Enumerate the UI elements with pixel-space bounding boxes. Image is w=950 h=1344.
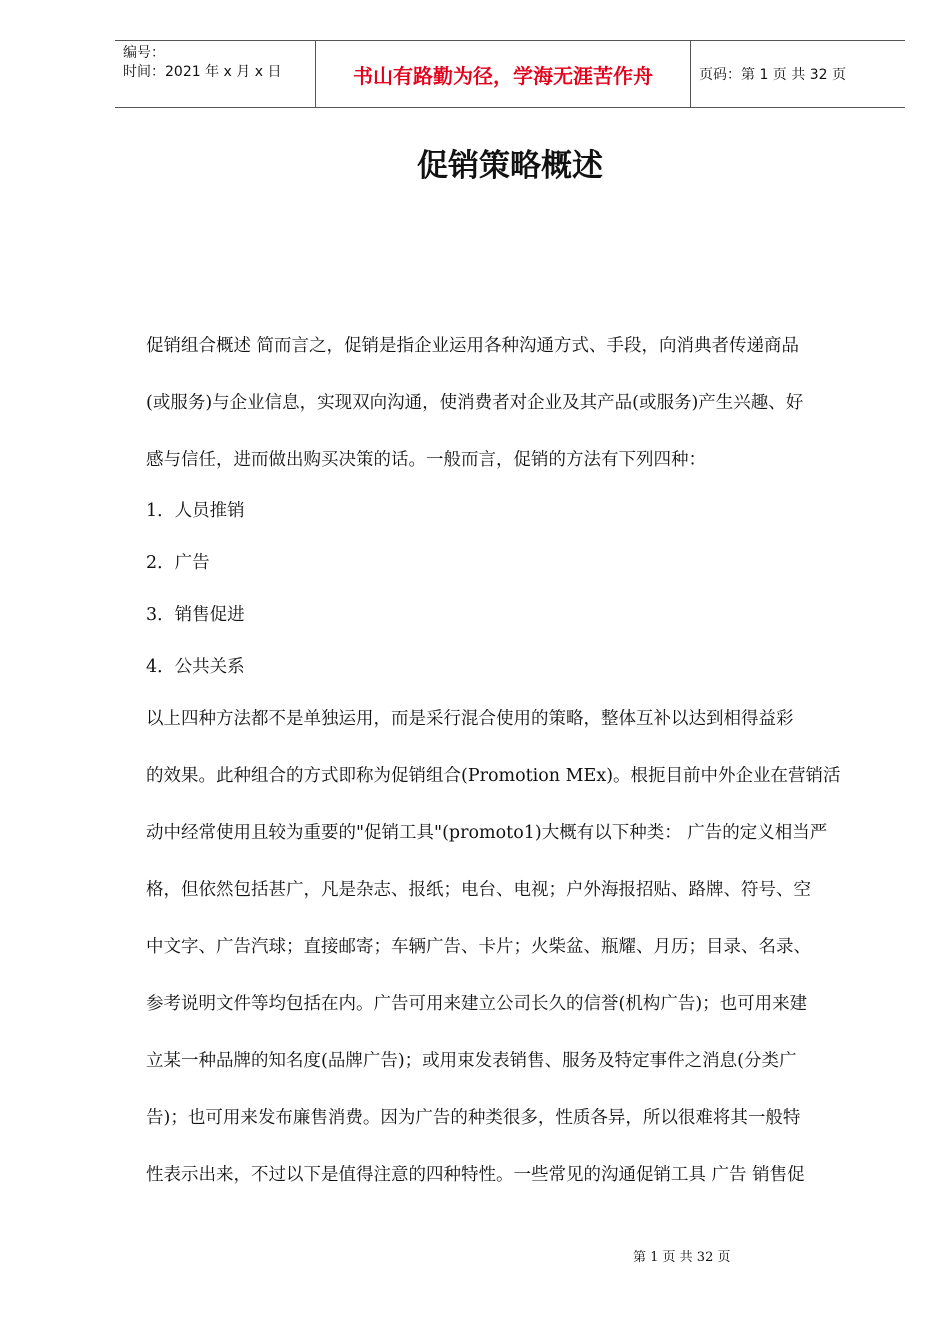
document-time-label: 时间：2021 年 x 月 x 日 [123,64,282,80]
body-line: 以上四种方法都不是单独运用，而是采行混合使用的策略，整体互补以达到相得益彩 [146,709,794,729]
document-title: 促销策略概述 [417,148,603,184]
body-line: 立某一种品牌的知名度(品牌广告)；或用束发表销售、服务及特定事件之消息(分类广 [146,1051,797,1071]
document-number-label: 编号： [123,45,165,61]
list-item: 4．公共关系 [146,657,245,677]
header-page-info: 页码：第 1 页 共 32 页 [699,67,846,83]
body-line: 告)；也可用来发布廉售消费。因为广告的种类很多，性质各异，所以很难将其一般特 [146,1108,801,1128]
body-line: 中文字、广告汽球；直接邮寄；车辆广告、卡片；火柴盆、瓶耀、月历；目录、名录、 [146,937,811,957]
header-motto: 书山有路勤为径，学海无涯苦作舟 [353,63,653,88]
header-motto-cell [315,41,691,107]
body-line: 参考说明文件等均包括在内。广告可用来建立公司长久的信誉(机构广告)；也可用来建 [146,994,808,1014]
body-line: 格，但依然包括甚广，凡是杂志、报纸；电台、电视；户外海报招贴、路牌、符号、空 [146,880,811,900]
body-line: 促销组合概述 简而言之，促销是指企业运用各种沟通方式、手段，向消典者传递商品 [146,336,800,356]
list-item: 3．销售促进 [146,605,245,625]
list-item: 2．广告 [146,553,210,573]
page-header [115,40,905,108]
body-line: 感与信任，进而做出购买决策的话。一般而言，促销的方法有下列四种： [146,450,706,470]
body-line: (或服务)与企业信息，实现双向沟通，使消费者对企业及其产品(或服务)产生兴趣、好 [146,393,804,413]
body-line: 性表示出来，不过以下是值得注意的四种特性。一些常见的沟通促销工具 广告 销售促 [146,1165,805,1185]
body-line: 动中经常使用且较为重要的"促销工具"(promoto1)大概有以下种类： 广告的定义相当严 [146,823,828,843]
header-meta [115,41,315,107]
page-footer: 第 1 页 共 32 页 [633,1250,731,1265]
body-line: 的效果。此种组合的方式即称为促销组合(Promotion MEx)。根扼目前中外企业在营销活 [146,766,841,786]
list-item: 1．人员推销 [146,501,245,521]
